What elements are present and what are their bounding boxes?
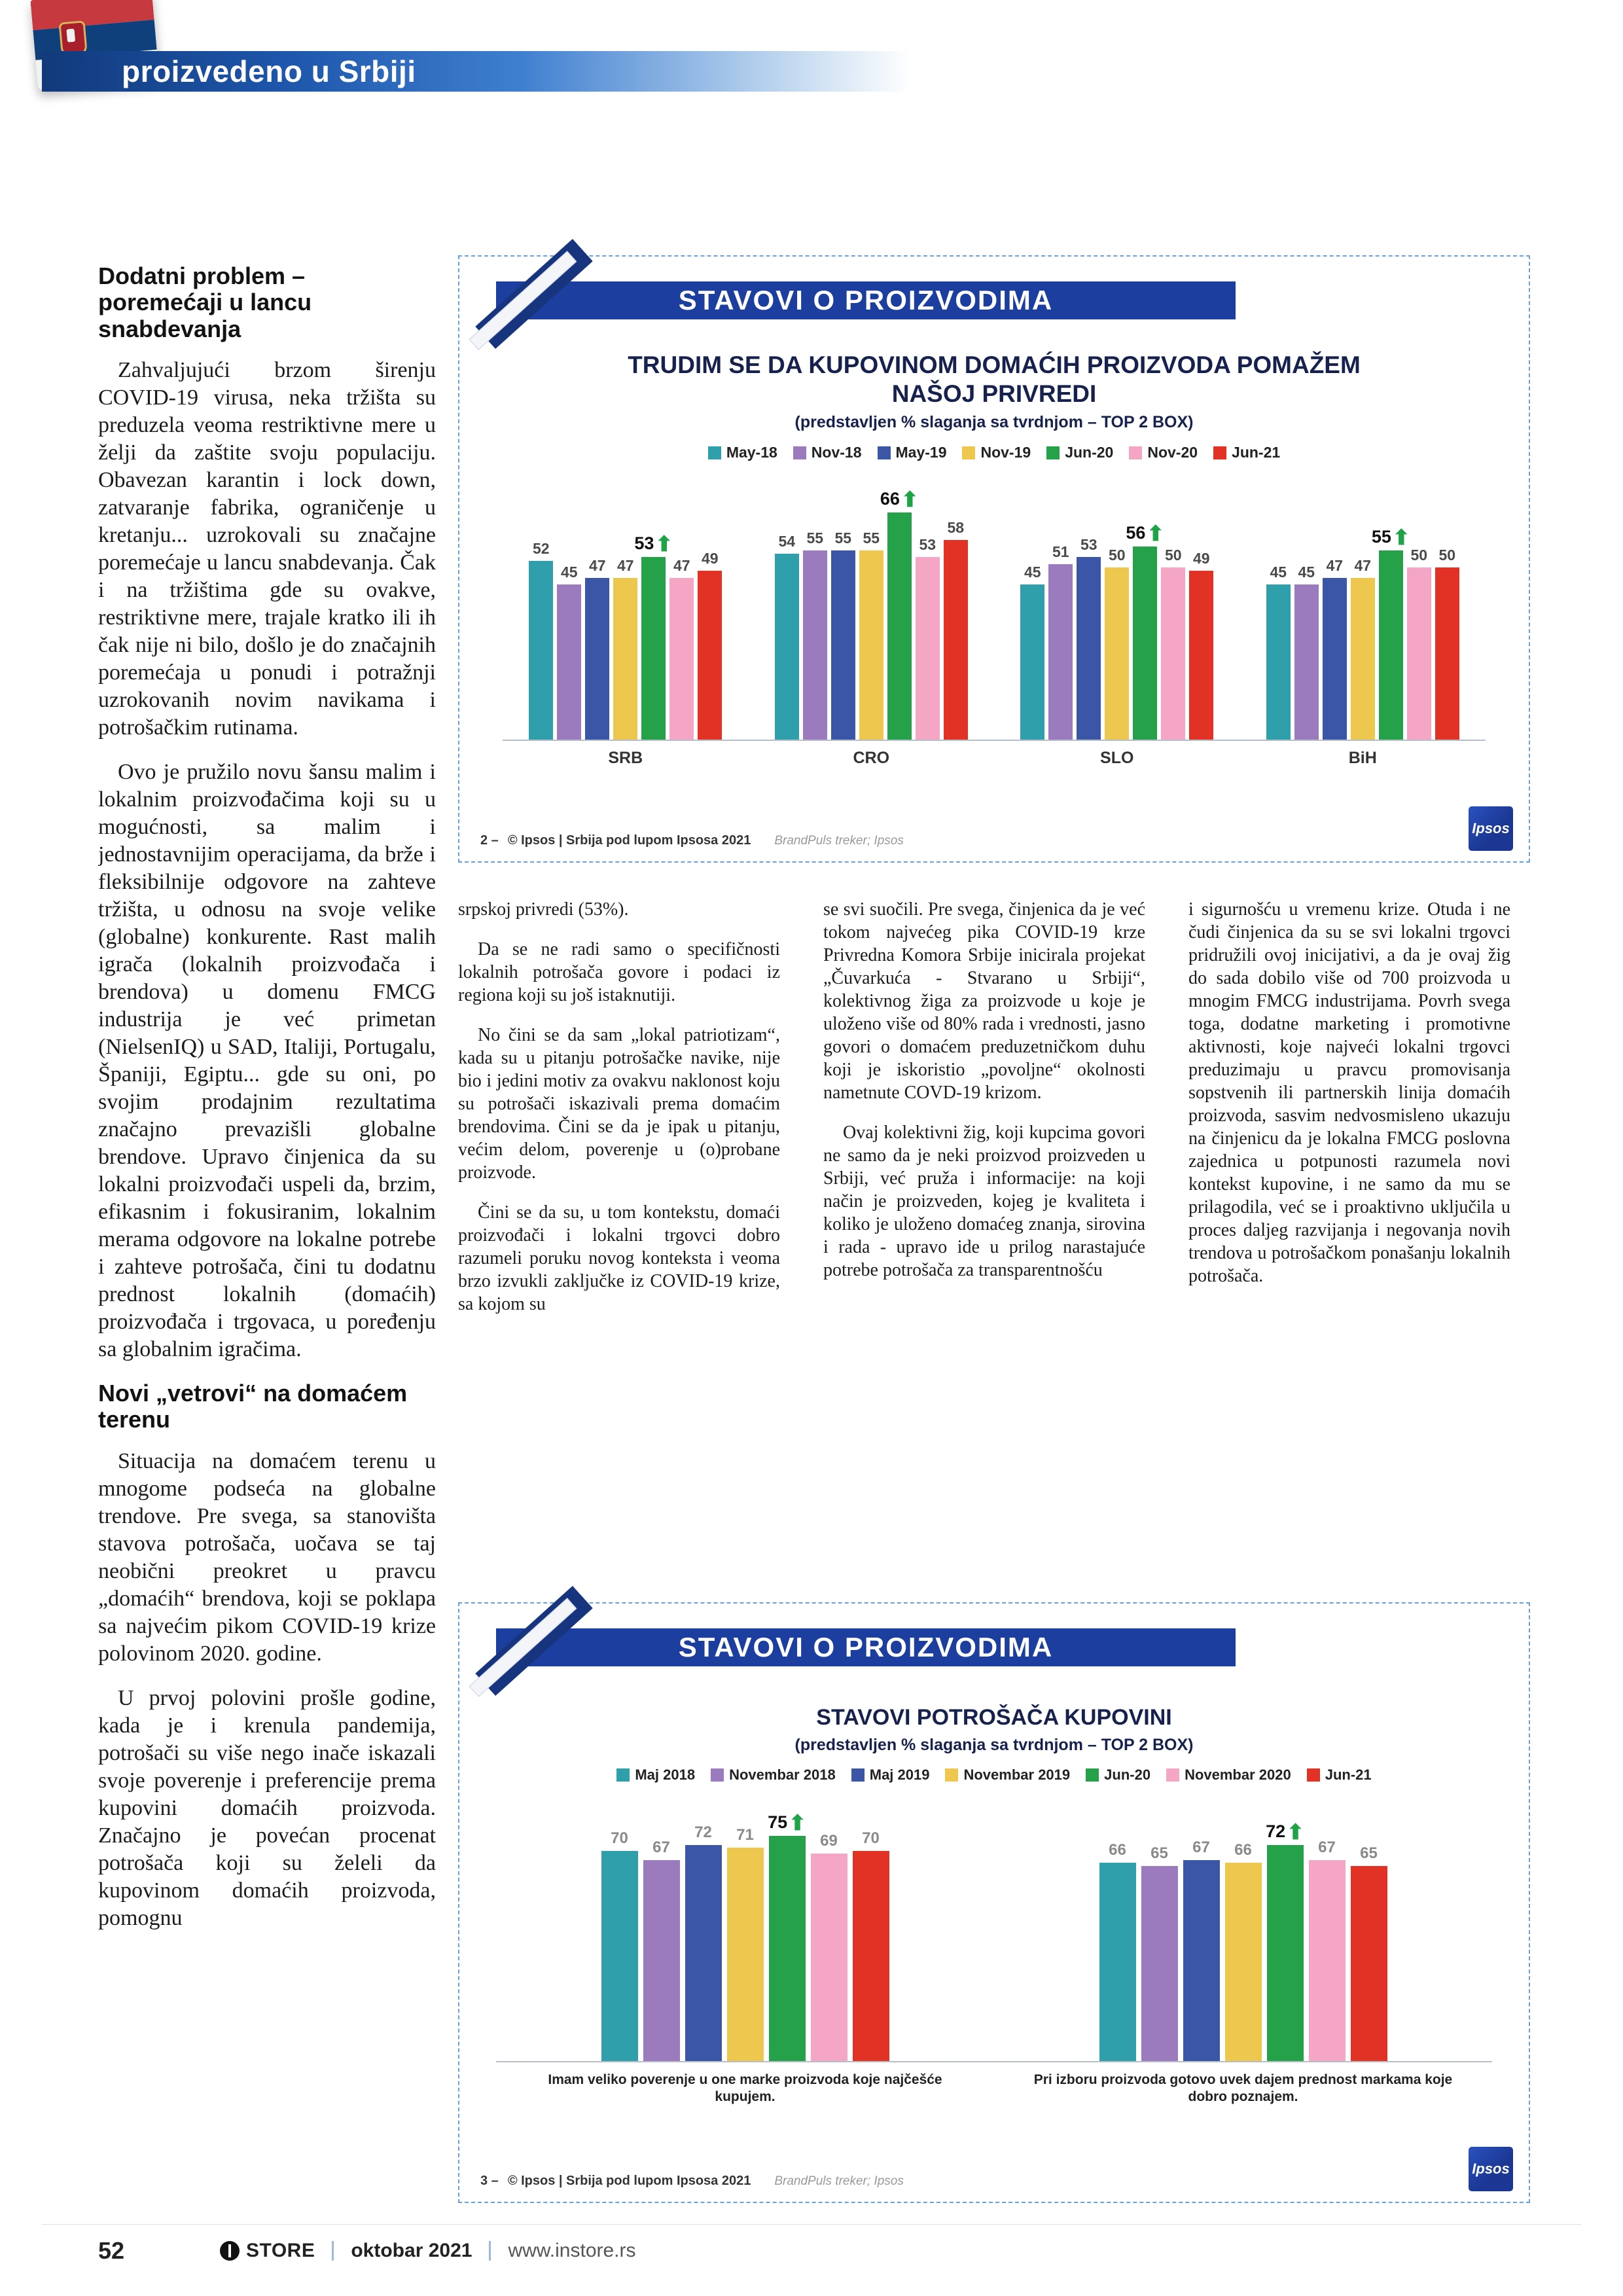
bar-Maj 2019 (1183, 1860, 1220, 2061)
bar-value-label: 50 (1438, 546, 1456, 564)
bar-value-label: 47 (673, 556, 690, 574)
category-label: Imam veliko poverenje u one marke proizvoda koje najčešće kupujem. (548, 2072, 942, 2105)
bar-value-label: 47 (1326, 556, 1344, 574)
legend-label: Jun-21 (1325, 1767, 1372, 1784)
store-logo (220, 2240, 315, 2262)
category-label: SLO (1100, 749, 1134, 768)
bar-unit (1097, 1806, 1139, 2061)
bar-value-label: 52 (532, 539, 550, 557)
ipsos-logo: Ipsos (1469, 2147, 1513, 2191)
paragraph: U prvoj polovini prošle godine, kada je i krenula pandemija, potrošači su više nego inače iskazali svoje poverenje i preferencije prema kupovini domaćih proizvoda. Značajno je povećan procenat potrošača koji su želeli da kupovinom domaćih proizvoda, pomognu (98, 1685, 436, 1930)
attitudes-chart-top (458, 255, 1530, 863)
bar-unit (1349, 481, 1377, 740)
bar-unit (942, 481, 970, 740)
bar-May-18 (1020, 584, 1044, 740)
chart-categories (503, 749, 1486, 768)
legend-item (711, 1767, 836, 1784)
legend-item (708, 444, 777, 461)
bar-value-label: 45 (1270, 564, 1287, 581)
chart-source (480, 833, 904, 848)
bar-unit (801, 481, 829, 740)
chart-banner (496, 1628, 1236, 1666)
bar-Novembar 2020 (811, 1854, 847, 2061)
legend-item (616, 1767, 695, 1784)
store-logo-icon (220, 2241, 240, 2261)
bar-value-label: 55 ⬆ (1371, 525, 1410, 549)
bar-Jun-21 (698, 571, 722, 740)
bar-Novembar 2020 (1309, 1860, 1346, 2061)
bar-value-label: 49 (1192, 550, 1210, 567)
legend-swatch (1086, 1768, 1099, 1782)
legend-swatch (962, 446, 975, 459)
bar-Jun-20 (769, 1836, 806, 2061)
source-tracker: BrandPuls treker; Ipsos (774, 2174, 904, 2188)
bar-unit (1433, 481, 1461, 740)
bar-value-label: 67 (652, 1838, 670, 1856)
bar-unit (683, 1806, 724, 2061)
legend-label: Nov-18 (811, 444, 862, 461)
bar-unit (829, 481, 857, 740)
bar-unit (850, 1806, 892, 2061)
bar-value-label: 75 ⬆ (768, 1811, 806, 1835)
footer-divider (42, 2224, 1581, 2225)
bar-unit (880, 481, 919, 740)
bar-unit (1075, 481, 1103, 740)
chart-legend (476, 444, 1512, 461)
bar-May-18 (1266, 584, 1291, 740)
bar-value-label: 55 (806, 529, 824, 547)
legend-swatch (1046, 446, 1060, 459)
legend-label: Jun-21 (1232, 444, 1281, 461)
chart-source (480, 2174, 904, 2189)
attitudes-chart-bottom (458, 1602, 1530, 2203)
chart-plot (496, 1806, 1492, 2062)
article-column-3 (823, 898, 1145, 1592)
legend-item (1166, 1767, 1291, 1784)
bar-value-label: 71 (736, 1826, 754, 1844)
bar-value-label: 70 (862, 1829, 880, 1847)
bar-value-label: 66 (1109, 1841, 1126, 1859)
increase-arrow-icon: ⬆ (1147, 522, 1165, 546)
chart-title: TRUDIM SE DA KUPOVINOM DOMAĆIH PROIZVODA POMAŽEM NAŠOJ PRIVREDI (628, 351, 1361, 407)
paragraph: Ovaj kolektivni žig, koji kupcima govori ne samo da je neki proizvod proizveden u Srbiji, već pruža i informacije: na koji način je proizveden, kojeg je kvaliteta i koliko je uloženo domaćeg znanja, sirovina i rada - upravo ide u prilog narastajuće potrebe potrošača za transparentnošću (823, 1122, 1145, 1280)
bar-unit (668, 481, 696, 740)
bar-unit (1348, 1806, 1390, 2061)
footer-separator (332, 2241, 334, 2261)
bar-Maj 2018 (1099, 1863, 1136, 2061)
legend-label: Nov-19 (980, 444, 1031, 461)
bar-Jun-21 (853, 1851, 889, 2061)
legend-swatch (851, 1768, 865, 1782)
bar-Jun-20 (1267, 1845, 1304, 2061)
bar-value-label: 45 (1024, 564, 1041, 581)
chart-banner (496, 281, 1236, 319)
paragraph: Da se ne radi samo o specifičnosti lokalnih potrošača govore i podaci iz regiona koji su još istaknutiji. (458, 939, 780, 1005)
chart-title: STAVOVI POTROŠAČA KUPOVINI (816, 1705, 1172, 1730)
bar-group (511, 481, 740, 740)
paragraph: i sigurnošću u vremenu krize. Otuda i ne čudi činjenica da su se svi lokalni trgovci pridružili ovoj inicijativi, a da je ovaj žig do sada dobilo više od 700 proizvoda u mnogim FMCG industrijama. Povrh svega toga, dodatne marketing i promotivne aktivnosti, koje najveći lokalni trgovci preduzimaju u pravcu promovisanja sopstvenih ili partnerskih linija domaćih proizvoda, sasvim nedvosmisleno ukazuju na činjenicu da je lokalna FMCG poslovna zajednica u potpunosti razumela novi kontekst kupovine, i ne samo da mu se prilagodila, već se i proaktivno uključila u proces daljeg razvijanja i negovanja novih trendova u potrošačkom ponašanju lokalnih potrošača. (1188, 899, 1510, 1286)
legend-item (793, 444, 862, 461)
bar-Nov-20 (1161, 567, 1185, 740)
bar-Nov-18 (1048, 564, 1073, 740)
bar-group (507, 1806, 984, 2061)
bar-value-label: 65 (1360, 1844, 1378, 1862)
category-label: BiH (1348, 749, 1377, 768)
legend-swatch (945, 1768, 958, 1782)
bar-value-label: 47 (588, 556, 606, 574)
bar-May-19 (585, 578, 609, 740)
bar-value-label: 72 (694, 1823, 712, 1841)
legend-label: Maj 2019 (869, 1767, 930, 1784)
legend-item (962, 444, 1031, 461)
legend-item (1307, 1767, 1372, 1784)
ipsos-logo: Ipsos (1469, 806, 1513, 851)
bar-Jun-20 (641, 557, 666, 740)
paragraph: se svi suočili. Pre svega, činjenica da je već tokom najvećeg pika COVID-19 krze Privredna Komora Srbije inicirala projekat „Čuvarkuća - Stvarano u Srbiji“, kolektivnog žiga za proizvode u koje je uloženo više od 80% rada i vrednosti, jasno govori o domaćem preduzetničkom duhu koji je iskoristio „povoljne“ okolnosti nametnute COVD-19 krizom. (823, 899, 1145, 1103)
chart-banner-title: STAVOVI O PROIZVODIMA (496, 1628, 1236, 1666)
bar-unit (1159, 481, 1187, 740)
store-brand: STORE (246, 2240, 315, 2261)
paragraph: Ovo je pružilo novu šansu malim i lokalnim proizvođačima koji su u mogućnosti, sa malim i jednostavnijim operacijama, da brže i fleksibilnije odgovore na zahteve tržišta, u odnosu na svoje velike (globalne) konkurente. Rast malih igrača (lokalnih proizvođača i brendova) u domenu FMCG industrija je već primetan (NielsenIQ) u SAD, Italiji, Portugalu, Španiji, Egiptu... gde su oni, po svojim prodajnim rezultatima značajno prevazišli globalne brendove. Upravo činjenica da su lokalni proizvođači uspeli da, brzim, efikasnim i fokusiranim, lokalnim merama odgovore na lokalne potrebe i zahteve potrošača, čini tu dodatnu prednost lokalnih (domaćih) proizvođača i trgovaca, u poređenju sa globalnim igračima. (98, 759, 436, 1361)
bar-Jun-20 (1133, 547, 1157, 740)
bar-unit (766, 1806, 808, 2061)
paragraph: Zahvaljujući brzom širenju COVID-19 virusa, neka tržišta su preduzela veoma restriktivne mere u želji da zaštite svoju populaciju. Obavezan karantin i lock down, zatvaranje fabrika, ograničenje u kretanju... uzrokovali su značajne poremećaje u lancu snabdevanja. Čak i na tržištima gde su ovakve, restriktivne mere, trajale kratko ili ih čak nije ni bilo, došlo je do značajnih poremećaja u ponudi i potražnji uzrokovanih novim navikama i potrošačkim rutinama. (98, 357, 436, 740)
legend-label: Nov-20 (1147, 444, 1198, 461)
section-header-band (42, 51, 911, 92)
section-title: proizvedeno u Srbiji (122, 54, 416, 88)
bar-unit (611, 481, 639, 740)
bar-unit (1103, 481, 1131, 740)
bar-Nov-18 (557, 584, 581, 740)
paragraph: No čini se da sam „lokal patriotizam“, kada su u pitanju potrošačke navike, nije bio i jedini motiv za ovakvu naklonost koju su potrošači iskazivali prema domaćim brendovima. Čini se da je ipak u pitanju, većim delom, poverenje u (o)probane proizvode. (458, 1025, 780, 1183)
bar-unit (914, 481, 942, 740)
bar-unit (1046, 481, 1075, 740)
chart-subtitle: (predstavljen % slaganja sa tvrdnjom – TOP 2 BOX) (794, 1736, 1194, 1755)
bar-unit (773, 481, 801, 740)
bar-Jun-21 (944, 540, 968, 740)
bar-value-label: 45 (560, 564, 578, 581)
increase-arrow-icon: ⬆ (1392, 525, 1410, 549)
article-column-2 (458, 898, 780, 1592)
bar-unit (583, 481, 611, 740)
bar-value-label: 66 ⬆ (880, 487, 919, 511)
bar-unit (1293, 481, 1321, 740)
bar-unit (599, 1806, 641, 2061)
bar-value-label: 47 (616, 556, 634, 574)
bar-value-label: 47 (1354, 556, 1372, 574)
bar-value-label: 72 ⬆ (1266, 1820, 1304, 1844)
source-copyright: © Ipsos | Srbija pod lupom Ipsosa 2021 (507, 833, 751, 848)
article-column-1 (98, 259, 436, 2177)
bar-group (1003, 481, 1232, 740)
website-link[interactable]: www.instore.rs (508, 2240, 636, 2261)
page-number: 52 (98, 2237, 125, 2264)
legend-label: May-18 (726, 444, 777, 461)
increase-arrow-icon: ⬆ (655, 532, 673, 556)
chart-number: 3 – (480, 2174, 499, 2188)
bar-Maj 2018 (601, 1851, 638, 2061)
bar-Novembar 2019 (1225, 1863, 1262, 2061)
bar-unit (1264, 1806, 1306, 2061)
bar-group (757, 481, 986, 740)
footer-separator (489, 2241, 491, 2261)
bar-unit (1371, 481, 1410, 740)
page-footer (98, 2237, 636, 2265)
bar-Jun-20 (887, 512, 912, 740)
bar-unit (634, 481, 673, 740)
bar-May-19 (1323, 578, 1347, 740)
bar-value-label: 51 (1052, 543, 1069, 560)
bar-May-19 (1077, 557, 1101, 740)
legend-swatch (1307, 1768, 1320, 1782)
bar-unit (1264, 481, 1293, 740)
bar-value-label: 53 ⬆ (634, 532, 673, 556)
bar-Nov-19 (613, 578, 637, 740)
bar-group (1005, 1806, 1482, 2061)
bar-value-label: 66 (1234, 1841, 1252, 1859)
bar-Nov-19 (859, 550, 883, 740)
article-heading: Dodatni problem – poremećaji u lancu snabdevanja (98, 262, 312, 342)
bar-value-label: 55 (834, 529, 852, 547)
legend-item (1086, 1767, 1150, 1784)
bar-unit (1405, 481, 1433, 740)
category-label: SRB (608, 749, 643, 768)
legend-label: Novembar 2019 (963, 1767, 1071, 1784)
legend-item (878, 444, 947, 461)
bar-Nov-18 (1294, 584, 1319, 740)
legend-label: Novembar 2020 (1185, 1767, 1291, 1784)
bar-unit (1126, 481, 1165, 740)
chart-banner-title: STAVOVI O PROIZVODIMA (496, 281, 1236, 319)
bar-unit (857, 481, 885, 740)
bar-Jun-20 (1379, 550, 1403, 740)
legend-swatch (616, 1768, 630, 1782)
bar-unit (1018, 481, 1046, 740)
bar-Nov-19 (1351, 578, 1375, 740)
bar-unit (527, 481, 555, 740)
bar-unit (555, 481, 583, 740)
legend-swatch (1166, 1768, 1179, 1782)
article-heading: Novi „vetrovi“ na domaćem terenu (98, 1379, 408, 1433)
chart-subtitle: (predstavljen % slaganja sa tvrdnjom – TOP 2 BOX) (794, 413, 1194, 432)
bar-unit (1187, 481, 1215, 740)
legend-label: Jun-20 (1104, 1767, 1151, 1784)
bar-Nov-18 (803, 550, 827, 740)
legend-label: May-19 (895, 444, 947, 461)
bar-value-label: 50 (1108, 546, 1126, 564)
paragraph: Situacija na domaćem terenu u mnogome podseća na globalne trendove. Pre svega, sa stanovišta stavova potrošača, uočava se taj neobični preokret u pravcu „domaćih“ brendova, koji se poklapa sa najvećim pikom COVID-19 krize polovinom 2020. godine. (98, 1448, 436, 1666)
bar-Novembar 2018 (1141, 1866, 1178, 2061)
bar-unit (1222, 1806, 1264, 2061)
legend-label: Jun-20 (1065, 444, 1114, 461)
bar-value-label: 67 (1192, 1838, 1210, 1856)
bar-value-label: 54 (778, 532, 796, 550)
legend-swatch (878, 446, 891, 459)
bar-value-label: 65 (1150, 1844, 1168, 1862)
bar-value-label: 67 (1318, 1838, 1336, 1856)
bar-unit (641, 1806, 683, 2061)
bar-unit (1306, 1806, 1348, 2061)
bar-unit (696, 481, 724, 740)
bar-value-label: 45 (1298, 564, 1315, 581)
increase-arrow-icon: ⬆ (1287, 1820, 1304, 1844)
bar-value-label: 69 (820, 1832, 838, 1850)
legend-swatch (1129, 446, 1142, 459)
bar-Nov-20 (916, 557, 940, 740)
legend-swatch (1213, 446, 1226, 459)
bar-May-18 (775, 554, 799, 740)
legend-swatch (711, 1768, 724, 1782)
bar-unit (1321, 481, 1349, 740)
legend-item (1213, 444, 1280, 461)
bar-value-label: 58 (947, 518, 965, 536)
category-label: Pri izboru proizvoda gotovo uvek dajem prednost markama koje dobro poznajem. (1033, 2072, 1453, 2105)
increase-arrow-icon: ⬆ (789, 1811, 806, 1835)
bar-group (1248, 481, 1477, 740)
bar-Jun-21 (1189, 571, 1213, 740)
bar-Nov-20 (1407, 567, 1431, 740)
bar-unit (1181, 1806, 1222, 2061)
source-copyright: © Ipsos | Srbija pod lupom Ipsosa 2021 (507, 2174, 751, 2188)
chart-categories (496, 2072, 1492, 2106)
category-label: CRO (853, 749, 890, 768)
bar-May-18 (529, 561, 553, 740)
chart-plot (503, 481, 1486, 741)
legend-swatch (708, 446, 721, 459)
legend-item (1129, 444, 1198, 461)
legend-item (1046, 444, 1113, 461)
bar-Nov-19 (1105, 567, 1129, 740)
paragraph: Čini se da su, u tom kontekstu, domaći proizvođači i lokalni trgovci dobro razumeli poruku novog konteksta i veoma brzo izvukli zaključke iz COVID-19 krize, sa kojom su (458, 1202, 780, 1314)
chart-legend (476, 1767, 1512, 1784)
bar-value-label: 50 (1164, 546, 1182, 564)
issue-date: oktobar 2021 (351, 2240, 473, 2261)
bar-value-label: 56 ⬆ (1126, 522, 1165, 546)
legend-label: Novembar 2018 (729, 1767, 836, 1784)
legend-item (851, 1767, 930, 1784)
bar-value-label: 50 (1410, 546, 1428, 564)
increase-arrow-icon: ⬆ (901, 487, 919, 511)
bar-Nov-20 (669, 578, 694, 740)
bar-May-19 (831, 550, 855, 740)
chart-number: 2 – (480, 833, 499, 848)
source-tracker: BrandPuls treker; Ipsos (774, 834, 904, 848)
bar-value-label: 70 (611, 1829, 628, 1847)
bar-unit (1139, 1806, 1181, 2061)
bar-Novembar 2018 (643, 1860, 680, 2061)
legend-label: Maj 2018 (635, 1767, 696, 1784)
bar-Novembar 2019 (727, 1848, 764, 2061)
bar-value-label: 49 (701, 550, 719, 567)
legend-item (945, 1767, 1070, 1784)
bar-value-label: 55 (863, 529, 880, 547)
bar-Maj 2019 (685, 1845, 722, 2061)
bar-Jun-21 (1435, 567, 1459, 740)
bar-value-label: 53 (919, 536, 936, 554)
bar-value-label: 53 (1080, 536, 1097, 554)
article-column-4 (1188, 898, 1510, 1592)
bar-unit (724, 1806, 766, 2061)
bar-Jun-21 (1351, 1866, 1387, 2061)
bar-unit (808, 1806, 850, 2061)
legend-swatch (793, 446, 806, 459)
paragraph: srpskoj privredi (53%). (458, 899, 629, 920)
